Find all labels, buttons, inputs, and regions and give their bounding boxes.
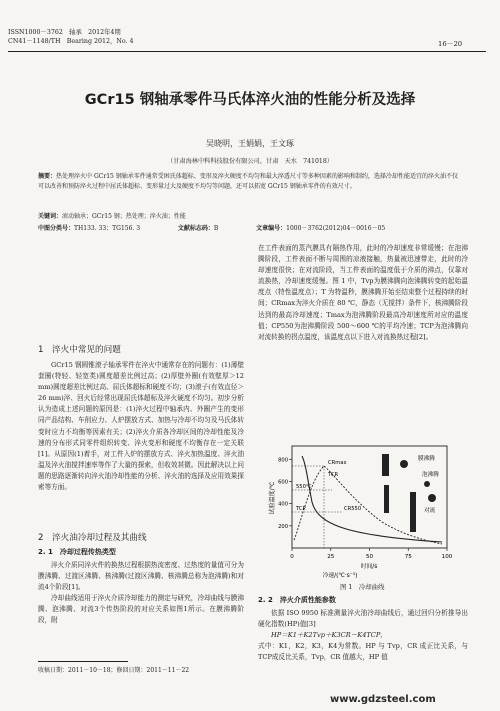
paragraph: 式中：K1，K2，K3，K4为常数。HP 与 Tvp，CR 成正比关系，与 TCP成反比关系，Tvp，CR 值越大，HP 值: [258, 642, 468, 662]
figure-caption: 图 1 冷却曲线: [340, 583, 385, 591]
section-2-heading: 2 淬火油冷却过程及其曲线: [38, 533, 147, 543]
y-tick-label: 600: [278, 479, 288, 486]
cooling-curve: [302, 456, 442, 542]
annotation: TCP: [296, 506, 306, 512]
header-rule: [8, 51, 486, 52]
phase-label-film: 膜沸腾: [418, 456, 435, 462]
annotation: CR550: [344, 506, 362, 512]
phase-band-convection: [410, 492, 416, 532]
bubble-icon: [400, 460, 408, 468]
keywords-label: 关键词：: [38, 213, 63, 220]
cn-number: CN41－1148/TH: [8, 38, 61, 45]
annotation: CRmax: [328, 460, 347, 466]
phase-label-nucleate: 泡沸腾: [422, 472, 439, 478]
footnote-rule: [38, 661, 128, 662]
abstract: [38, 172, 458, 191]
phase-label-convection: 对流: [424, 508, 436, 514]
paragraph: 淬火介质同淬火件的换热过程根据热流密度、过热度的量值可分为膜沸腾、过渡区沸腾、核沸腾(过渡区沸腾、核沸腾总称为泡沸腾)和对流4个阶段[1]。: [38, 561, 244, 592]
y-tick-label: 800: [278, 457, 288, 464]
bubble-icon: [424, 481, 430, 487]
classification-line: 中图分类号：TH133. 33；TG156. 3 文献标志码：B 文章编号：1000－3762(2012)04－0016－05: [38, 225, 386, 232]
section-1-body: [38, 360, 244, 493]
top-axis-label: 时间/s: [360, 564, 378, 570]
cooling-curve-figure: [262, 440, 474, 580]
annotation: 550℃: [296, 484, 312, 490]
cooling-rate-curve: [294, 466, 442, 544]
abstract-label: 摘要：: [38, 173, 57, 180]
phase-band-nucleate-boiling: [384, 485, 389, 513]
issn: ISSN1000－3762: [8, 29, 63, 36]
phase-band-film-boiling: [382, 454, 389, 476]
x-tick-label: 50: [365, 554, 374, 560]
y-tick-label: 200: [278, 523, 288, 530]
x-tick-label: 25: [327, 554, 335, 560]
y-tick-label: 400: [278, 501, 288, 508]
y-axis-label: 试验温度/℃: [269, 481, 276, 515]
authors: 吴晓明，王娟娟，王文琢: [206, 139, 294, 148]
year-issue: 2012年4期: [88, 29, 121, 36]
page-range: 16－20: [438, 40, 463, 48]
section-2-body: [38, 560, 244, 627]
paragraph: 依据 ISO 9950 标准测量淬火油冷却曲线后，通过回归分析推导出硬化指数(HP)值[3]: [258, 609, 468, 629]
x-tick-label: 100: [441, 554, 453, 560]
keywords-text: 滚动轴承；GCr15 钢；热处理；淬火油；性能: [62, 213, 186, 220]
paragraph: 冷却曲线适用于淬火介质冷却能力的测定与研究，冷却曲线与膜沸腾、泡沸腾、对流3个传热阶段的对应关系如图1所示。在膜沸腾阶段，附: [38, 594, 244, 625]
bubble-icon: [428, 494, 436, 502]
paragraph: GCr15 钢圆锥滚子轴承零件在淬火中通常存在的问题有：(1)薄壁套圈(特轻、轻宽类)圆度超差比例过高；(2)厚壁外圈(有效壁厚＞12 mm)圆度超差比例过高、屈氏体超标和硬度不均；(3)滚子(有效直径＞26 mm)淬、回火后经常出现屈氏体超标及淬火硬度不均匀。初步分析认为造成上述问题的原因是：(1)淬火过程中轴承内、外圈产生的变形同产品结构、车削应力、人炉摆放方式、加热与冷却不均匀及马氏体转变时应力不均衡等因素有关；(2)淬火介质各冷却区间的冷却性能及冷速的分布形式同零件组织转变、淬火变形和硬度不均衡存在一定关联[1]。从原因(1)着手，对工件入炉的摆放方式、淬火加热温度、淬火油温及淬火油搅拌速率等作了大量的探索，但收效甚微。因此解决以上问题的思路逐渐转向淬火油冷却性能的分析、淬火油的选择及应用效果探索等方面。: [38, 361, 244, 492]
bottom-axis-label: 冷速/(℃·s⁻¹): [322, 573, 358, 579]
subsection-2-1-heading: 2. 1 冷却过程传热类型: [38, 548, 116, 556]
annotation: TCR: [328, 472, 339, 478]
x-tick-label: 0: [290, 554, 294, 560]
journal-cn: 轴承: [69, 29, 82, 36]
subsection-2-2-body: [258, 608, 468, 663]
section-1-heading: 1 淬火中常见的问题: [38, 345, 121, 355]
page-title: GCr15 钢轴承零件马氏体淬火油的性能分析及选择: [84, 92, 416, 108]
x-tick-label: 75: [404, 554, 412, 560]
received-date: 收稿日期：2011－10－18；修回日期：2011－11－22: [38, 667, 190, 674]
subsection-2-2-heading: 2. 2 淬火介质性能参数: [258, 596, 336, 604]
journal-en: Bearing 2012，No. 4: [66, 38, 134, 45]
keywords: [38, 212, 458, 222]
formula: HP＝K1＋K2Tvp＋K3CR－K4TCP，: [271, 631, 387, 640]
watermark: www.gdzsteel.com: [330, 694, 436, 705]
paragraph: 在工件表面的蒸汽膜具有隔热作用，此时的冷却速度非常缓慢；在泡沸腾阶段，工件表面不断与周围的凉液接触，热量被迅速带走，此时的冷却速度很快；在对流阶段，当工件表面的温度低于介质的沸点，仅靠对流换热，冷却速度缓慢。图 1 中，Tvp为膜沸腾向泡沸腾转变的起始温度点（特性温度点）；T 为特温秒，膜沸腾开始至结束整个过程持续的时间；CRmax为淬火介质在 80 ℃，静态（无搅拌）条件下，核沸腾阶段达到的最高冷却速度；Tmax为泡沸腾阶段最高冷却速度所对应的温度值；CP550为泡沸腾阶段 500～600 ℃的平均冷速；TCP为泡沸腾向对流转换的拐点温度，该温度点以下进入对流换热过程[2]。: [258, 244, 468, 341]
right-column-body: [258, 243, 468, 343]
abstract-text: 热处理淬火中 GCr15 钢轴承零件通常受困氏体超标、变形及淬火硬度不均匀和最大淬透尺寸等多种因素的影响和制约，选择冷却性能适宜的淬火油不仅可以改善和预防淬火过程中屈氏体超标、变形量过大及硬度不均匀等问题，还可以拓宽 GCr15 钢轴承零件的有效尺寸。: [38, 173, 458, 190]
affiliation: （甘肃海林中科科技股份有限公司，甘肃 天水 741018）: [167, 158, 333, 165]
